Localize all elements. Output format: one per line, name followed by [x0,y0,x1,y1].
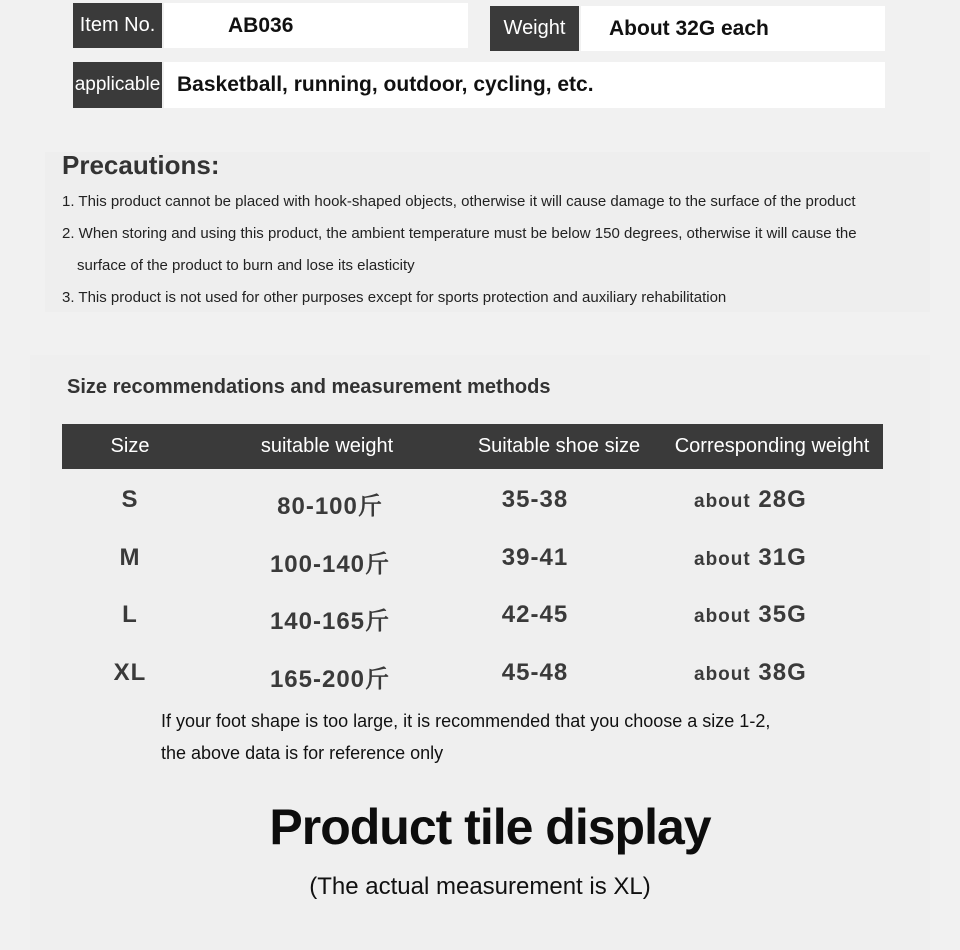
header-shoe-size: Suitable shoe size [477,435,641,457]
row-l-corresponding [694,601,807,629]
row-xl-shoe: 45-48 [501,659,569,686]
precautions-title: Precautions: [62,150,220,180]
row-xl-corr-value: 38G [758,659,807,686]
header-size: Size [110,435,150,457]
row-m-weight: 100-140斤 [269,551,391,578]
precaution-item-1: 1. This product cannot be placed with hook-shaped objects, otherwise it will cause damage to the surface of the product [62,193,856,210]
tile-display-title: Product tile display [269,799,711,855]
weight-value: About 32G each [581,6,885,51]
size-table-header [62,424,883,469]
applicable-label: applicable [73,62,162,108]
row-s-corr-value: 28G [758,486,807,513]
row-s-shoe: 35-38 [501,486,569,513]
item-no-label: Item No. [73,3,162,48]
row-m-corr-prefix: about [694,549,751,570]
row-m-corr-value: 31G [758,544,807,571]
applicable-value: Basketball, running, outdoor, cycling, etc. [164,62,885,108]
row-m-size: M [119,544,141,571]
header-corresponding-weight: Corresponding weight [674,435,870,457]
row-xl-corresponding [694,659,807,687]
row-m-shoe: 39-41 [501,544,569,571]
size-note-line-1: If your foot shape is too large, it is recommended that you choose a size 1-2, [161,711,771,731]
item-no-value: AB036 [164,3,468,48]
precaution-item-2: 2. When storing and using this product, the ambient temperature must be below 150 degrees, otherwise it will cause the [62,225,857,242]
size-section-title: Size recommendations and measurement methods [67,376,551,398]
header-suitable-weight: suitable weight [260,435,394,457]
tile-display-subtitle: (The actual measurement is XL) [309,873,651,900]
row-l-size: L [122,601,138,628]
weight-label: Weight [490,6,579,51]
row-m-corresponding [694,544,807,572]
row-l-shoe: 42-45 [501,601,569,628]
precaution-item-3: 3. This product is not used for other purposes except for sports protection and auxiliary rehabilitation [62,289,727,306]
row-l-corr-prefix: about [694,606,751,627]
row-l-corr-value: 35G [758,601,807,628]
row-s-corr-prefix: about [694,491,751,512]
row-s-size: S [121,486,139,513]
row-s-weight: 80-100斤 [277,493,383,520]
row-xl-weight: 165-200斤 [269,666,391,693]
size-note-line-2: the above data is for reference only [161,743,444,763]
row-s-corresponding [694,486,807,514]
row-l-weight: 140-165斤 [269,608,391,635]
row-xl-corr-prefix: about [694,664,751,685]
precaution-item-2-continued: surface of the product to burn and lose its elasticity [77,257,415,274]
row-xl-size: XL [113,659,147,686]
